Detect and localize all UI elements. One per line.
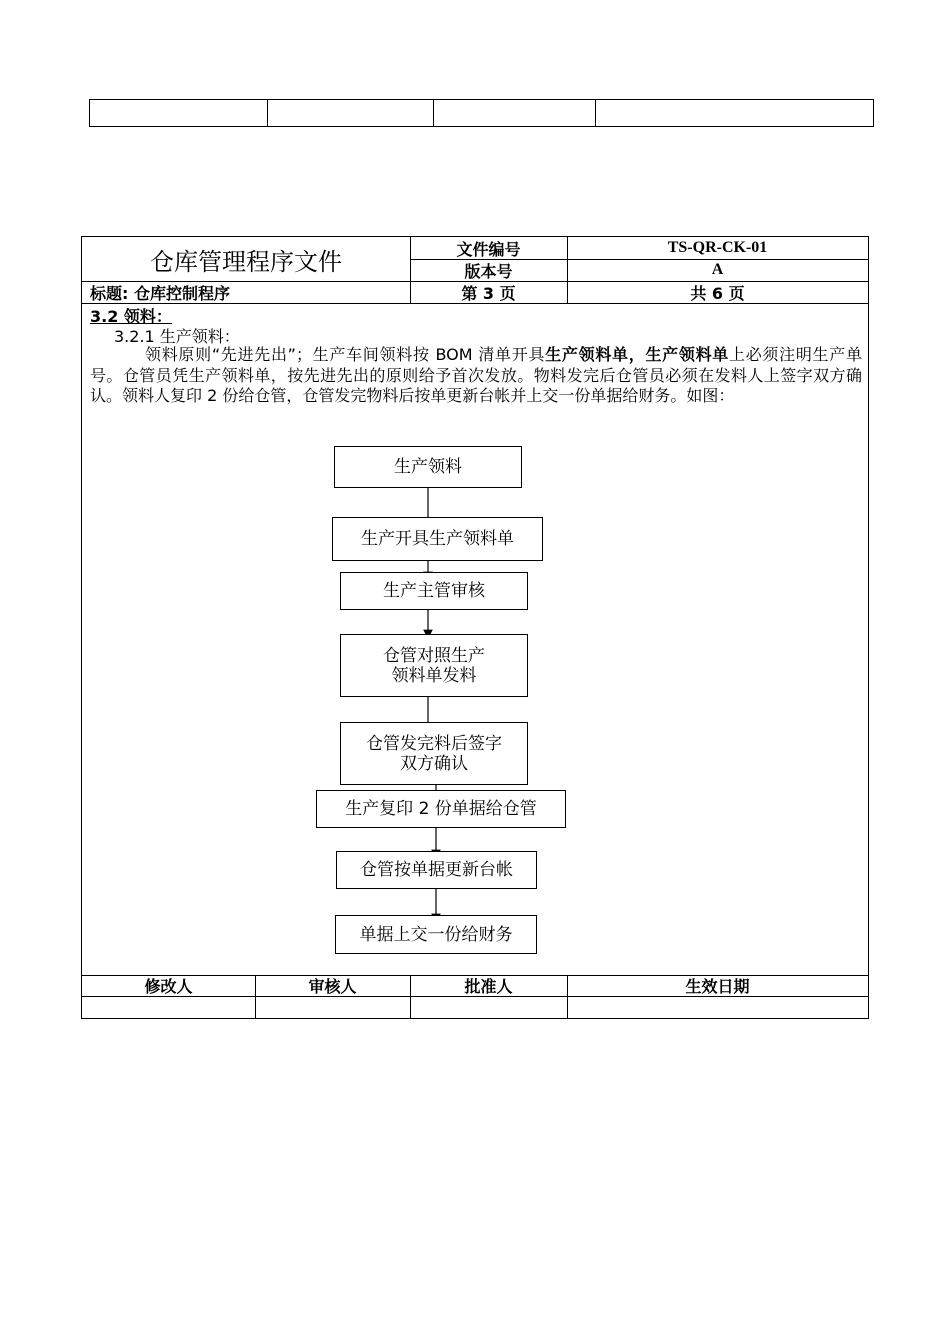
paragraph-text: 领料原则“先进先出”；生产车间领料按 BOM 清单开具 bbox=[145, 345, 546, 364]
doc-no-value: TS-QR-CK-01 bbox=[667, 239, 768, 256]
flow-step bbox=[334, 446, 522, 488]
flow-step bbox=[332, 517, 543, 561]
section-title: 3.2 领料： bbox=[90, 307, 172, 326]
flow-step-label: 仓管发完料后签字 双方确认 bbox=[366, 733, 502, 774]
flow-step-label: 生产复印 2 份单据给仓管 bbox=[345, 799, 537, 819]
flow-step bbox=[340, 634, 528, 697]
paragraph-text: 上必须注明生产单号。仓管员凭生产领料单，按先进先出的原则给予首次发放。物料发完后仓管员必须在发料人上签字双方确认。领料人复印 2 份给仓管，仓管发完物料后按单更新台帐并上交一份单据给财务。如图： bbox=[90, 345, 862, 405]
flow-step-label: 生产开具生产领料单 bbox=[361, 529, 514, 549]
table-cell bbox=[268, 100, 435, 126]
flow-step-label: 单据上交一份给财务 bbox=[359, 924, 513, 945]
document-frame bbox=[81, 236, 869, 1019]
paragraph-bold-text: 生产领料单，生产领料单 bbox=[545, 345, 729, 364]
footer-label-effective-date: 生效日期 bbox=[685, 977, 750, 996]
footer-label-approver: 批准人 bbox=[464, 977, 513, 996]
flow-step-label: 生产领料 bbox=[394, 457, 462, 477]
footer-label-reviewer: 审核人 bbox=[308, 977, 357, 996]
table-cell bbox=[434, 100, 596, 126]
doc-no-label: 文件编号 bbox=[456, 239, 521, 259]
flow-step bbox=[340, 572, 528, 610]
flow-step bbox=[335, 915, 537, 954]
flow-step-label: 仓管按单据更新台帐 bbox=[360, 860, 513, 880]
flow-step bbox=[336, 851, 537, 889]
subject-title: 标题: 仓库控制程序 bbox=[90, 283, 230, 303]
table-cell bbox=[90, 100, 268, 126]
total-pages: 共 6 页 bbox=[690, 283, 745, 303]
flow-step bbox=[316, 790, 566, 828]
version-value: A bbox=[711, 261, 724, 278]
table-cell bbox=[596, 100, 873, 126]
flow-step-label: 生产主管审核 bbox=[383, 581, 485, 601]
top-empty-table bbox=[89, 99, 874, 127]
footer-label-modifier: 修改人 bbox=[144, 977, 193, 996]
page-number: 第 3 页 bbox=[461, 283, 516, 303]
version-label: 版本号 bbox=[464, 261, 513, 281]
flow-step bbox=[340, 722, 528, 785]
subsection-title: 3.2.1 生产领料： bbox=[114, 327, 240, 346]
document-title: 仓库管理程序文件 bbox=[150, 247, 342, 276]
flow-step-label: 仓管对照生产 领料单发料 bbox=[383, 645, 485, 686]
